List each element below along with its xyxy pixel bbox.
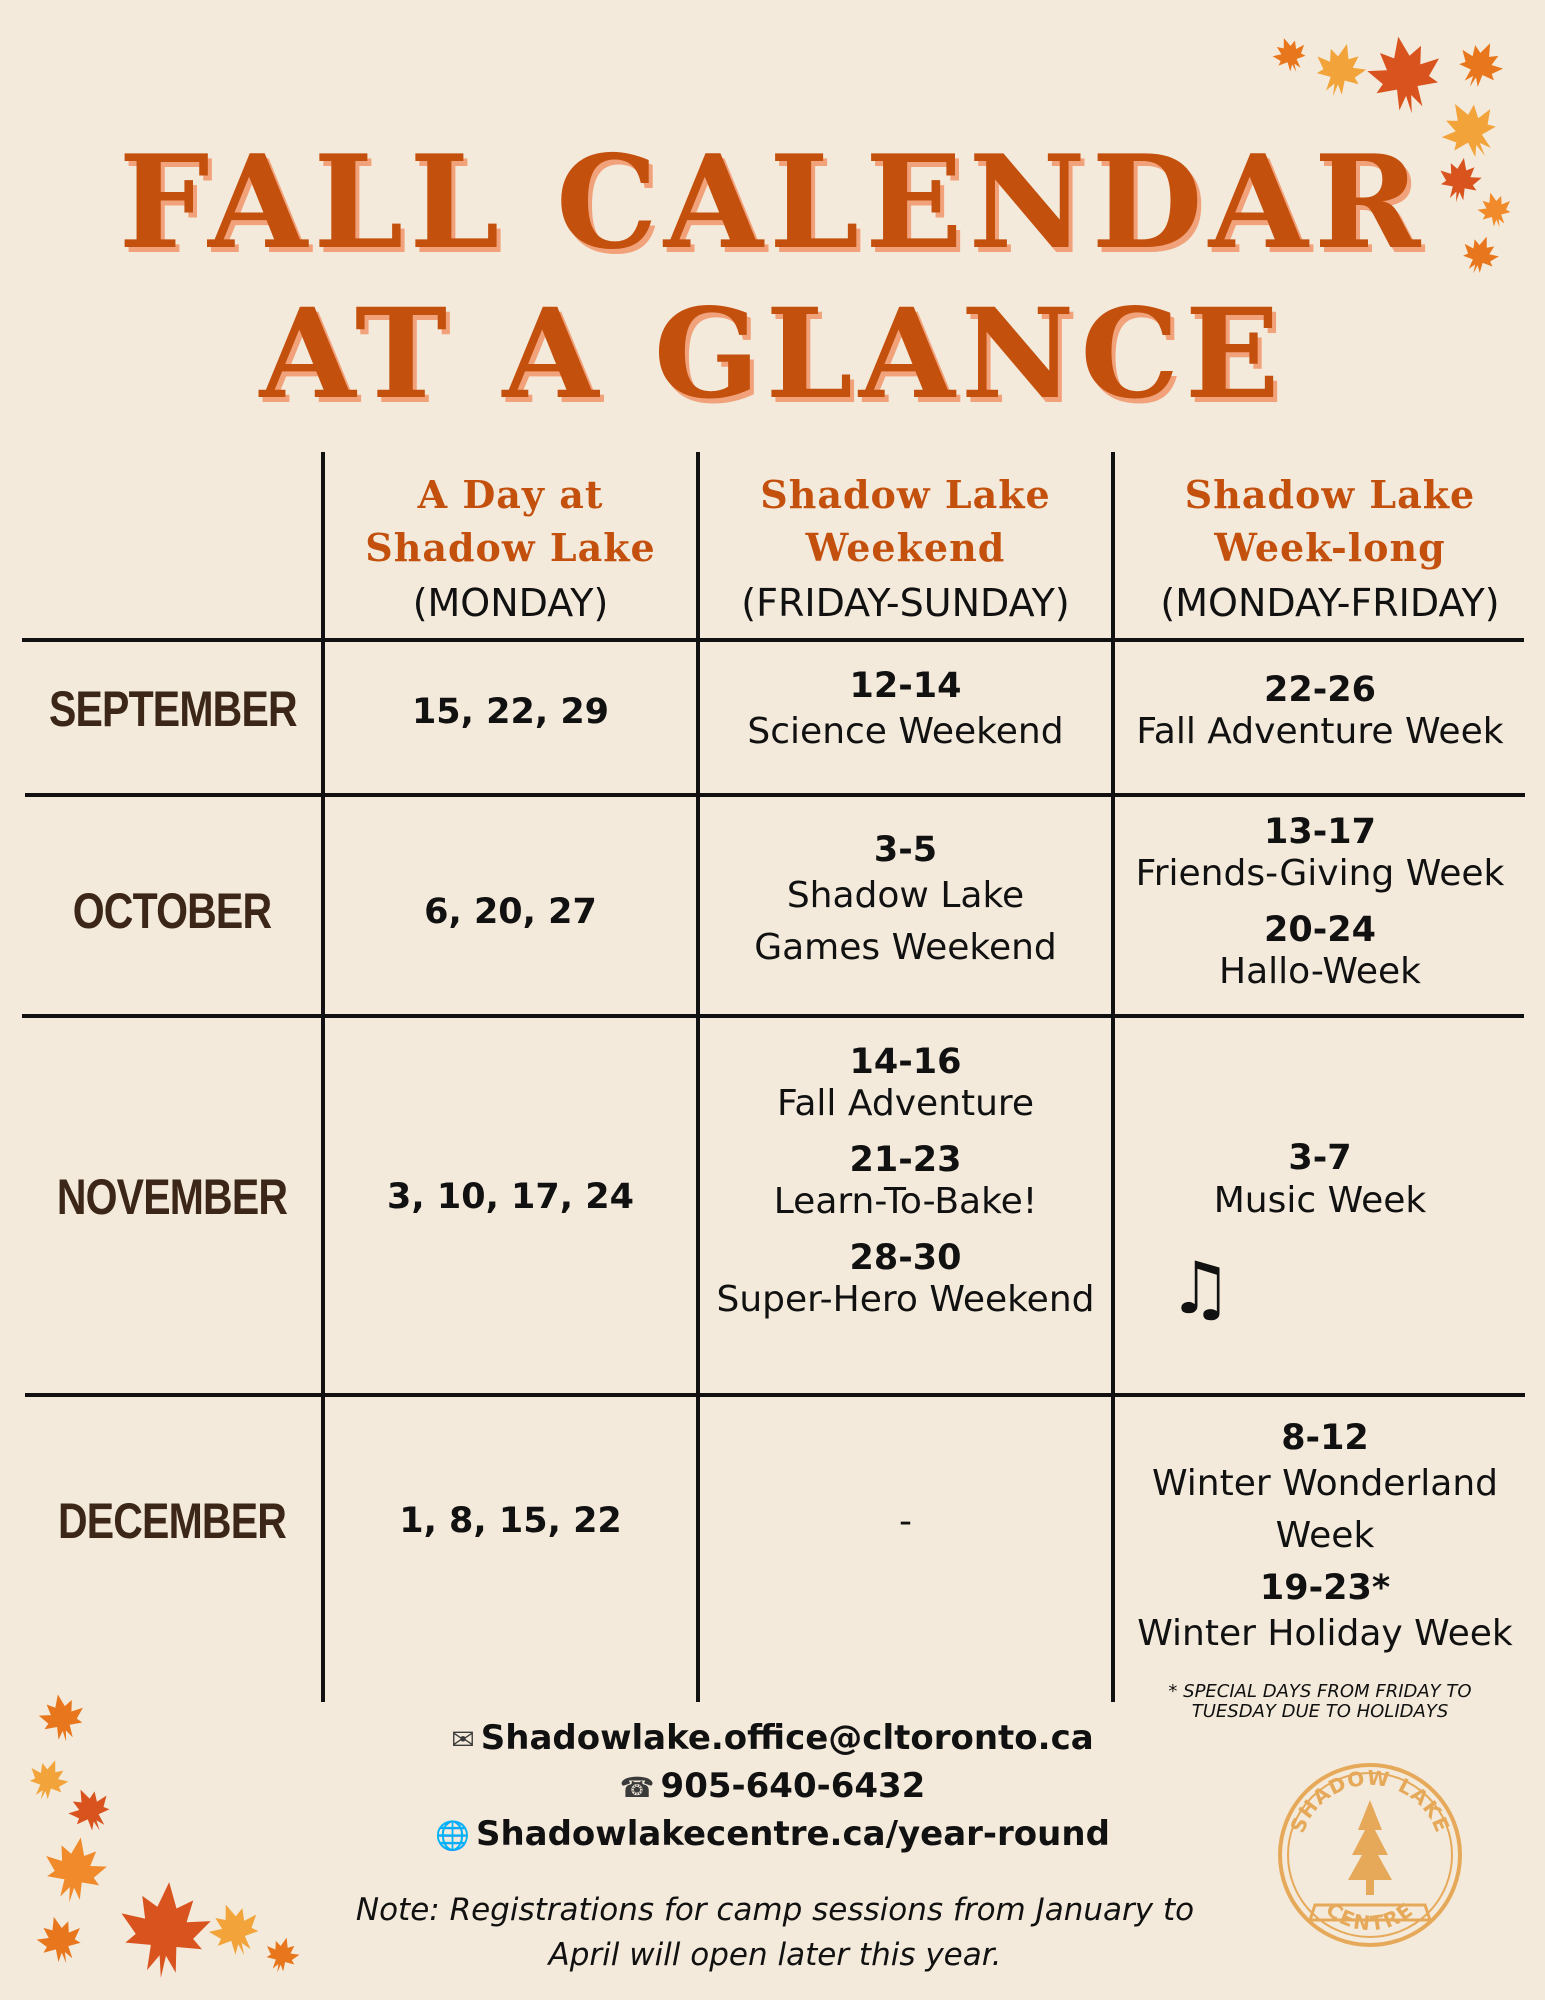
event-label: Winter Wonderland bbox=[1152, 1463, 1498, 1504]
email-text[interactable]: Shadowlake.office@cltoronto.ca bbox=[480, 1718, 1094, 1758]
globe-icon: 🌐 bbox=[435, 1819, 470, 1852]
weeklong-december bbox=[1115, 1418, 1535, 1660]
column-header-day bbox=[325, 468, 696, 632]
day-dates-december bbox=[325, 1501, 696, 1541]
holiday-note bbox=[1140, 1682, 1500, 1722]
weekend-october bbox=[700, 830, 1111, 974]
month-label-december: DECEMBER bbox=[57, 1493, 287, 1549]
dates: 12-14 bbox=[849, 666, 962, 706]
dates: 20-24 bbox=[1264, 910, 1376, 950]
column-header-weeklong bbox=[1115, 468, 1545, 632]
column-header-weekend bbox=[700, 468, 1111, 632]
dates: - bbox=[899, 1501, 912, 1542]
dates: 19-23* bbox=[1259, 1568, 1391, 1608]
holiday-note-line: * SPECIAL DAYS FROM FRIDAY TO bbox=[1168, 1681, 1472, 1702]
event-label: Friends-Giving Week bbox=[1135, 853, 1505, 894]
dates: 28-30 bbox=[849, 1238, 962, 1278]
table-divider bbox=[22, 638, 1524, 642]
event-label: Super-Hero Weekend bbox=[716, 1279, 1095, 1320]
phone-icon: ☎ bbox=[619, 1771, 655, 1804]
envelope-icon: ✉ bbox=[451, 1723, 475, 1756]
dates: 3-5 bbox=[873, 830, 938, 870]
month-label-october: OCTOBER bbox=[72, 883, 272, 939]
weeklong-september bbox=[1115, 670, 1525, 754]
phone-text[interactable]: 905-640-6432 bbox=[660, 1766, 926, 1806]
dates: 6, 20, 27 bbox=[424, 892, 597, 932]
logo-text-bottom: CENTRE bbox=[1321, 1896, 1419, 1936]
music-notes-icon: ♫ bbox=[1168, 1246, 1233, 1330]
event-label: Shadow Lake bbox=[786, 875, 1025, 916]
day-dates-october bbox=[325, 892, 696, 932]
event-label: Winter Holiday Week bbox=[1137, 1613, 1513, 1654]
holiday-note-line: TUESDAY DUE TO HOLIDAYS bbox=[1191, 1701, 1449, 1722]
table-divider bbox=[25, 793, 1525, 797]
registration-note-line: Note: Registrations for camp sessions from January to bbox=[355, 1892, 1195, 1928]
table-divider bbox=[22, 1014, 1524, 1018]
weeklong-november bbox=[1115, 1138, 1525, 1224]
dates: 13-17 bbox=[1264, 812, 1376, 852]
event-label: Fall Adventure bbox=[776, 1083, 1035, 1124]
registration-note bbox=[300, 1888, 1250, 1978]
table-divider bbox=[25, 1393, 1525, 1397]
column-days: (MONDAY-FRIDAY) bbox=[1160, 581, 1500, 625]
month-label-september: SEPTEMBER bbox=[49, 681, 297, 737]
day-dates-november bbox=[325, 1177, 696, 1217]
page-title-line2: AT A GLANCE bbox=[259, 282, 1286, 427]
web-link[interactable]: Shadowlakecentre.ca/year-round bbox=[475, 1814, 1110, 1854]
event-label: Learn-To-Bake! bbox=[773, 1181, 1038, 1222]
event-label: Hallo-Week bbox=[1219, 951, 1421, 992]
column-days: (FRIDAY-SUNDAY) bbox=[741, 581, 1070, 625]
month-label-november: NOVEMBER bbox=[56, 1169, 288, 1225]
event-label: Games Weekend bbox=[754, 927, 1057, 968]
event-label: Music Week bbox=[1213, 1180, 1427, 1221]
dates: 3, 10, 17, 24 bbox=[387, 1177, 634, 1217]
column-days: (MONDAY) bbox=[412, 581, 609, 625]
column-title: Week-long bbox=[1214, 525, 1446, 570]
shadow-lake-centre-logo bbox=[1270, 1755, 1470, 1955]
maple-leaves-bottom-left bbox=[20, 1690, 310, 1990]
dates: 1, 8, 15, 22 bbox=[399, 1501, 622, 1541]
column-title: Shadow Lake bbox=[1184, 472, 1476, 517]
registration-note-line: April will open later this year. bbox=[548, 1937, 1002, 1973]
dates: 3-7 bbox=[1288, 1138, 1352, 1178]
column-title: A Day at bbox=[417, 472, 604, 517]
event-label: Fall Adventure Week bbox=[1136, 711, 1504, 752]
dates: 8-12 bbox=[1281, 1418, 1369, 1458]
logo-text-top: SHADOW LAKE bbox=[1285, 1765, 1455, 1837]
dates: 14-16 bbox=[849, 1042, 962, 1082]
weekend-september bbox=[700, 666, 1111, 758]
weekend-november bbox=[700, 1042, 1111, 1322]
event-label: Week bbox=[1275, 1515, 1375, 1556]
weeklong-october bbox=[1115, 812, 1525, 994]
dates: 22-26 bbox=[1264, 670, 1376, 710]
dates: 15, 22, 29 bbox=[411, 692, 610, 732]
column-title: Shadow Lake bbox=[760, 472, 1051, 517]
day-dates-september bbox=[325, 692, 696, 732]
maple-leaves-top-right bbox=[1270, 30, 1530, 280]
weekend-december bbox=[700, 1496, 1111, 1548]
event-label: Science Weekend bbox=[747, 711, 1064, 752]
dates: 21-23 bbox=[849, 1140, 962, 1180]
column-title: Shadow Lake bbox=[365, 525, 656, 570]
page-title-line1: FALL CALENDAR bbox=[118, 128, 1427, 278]
column-title: Weekend bbox=[805, 525, 1006, 570]
